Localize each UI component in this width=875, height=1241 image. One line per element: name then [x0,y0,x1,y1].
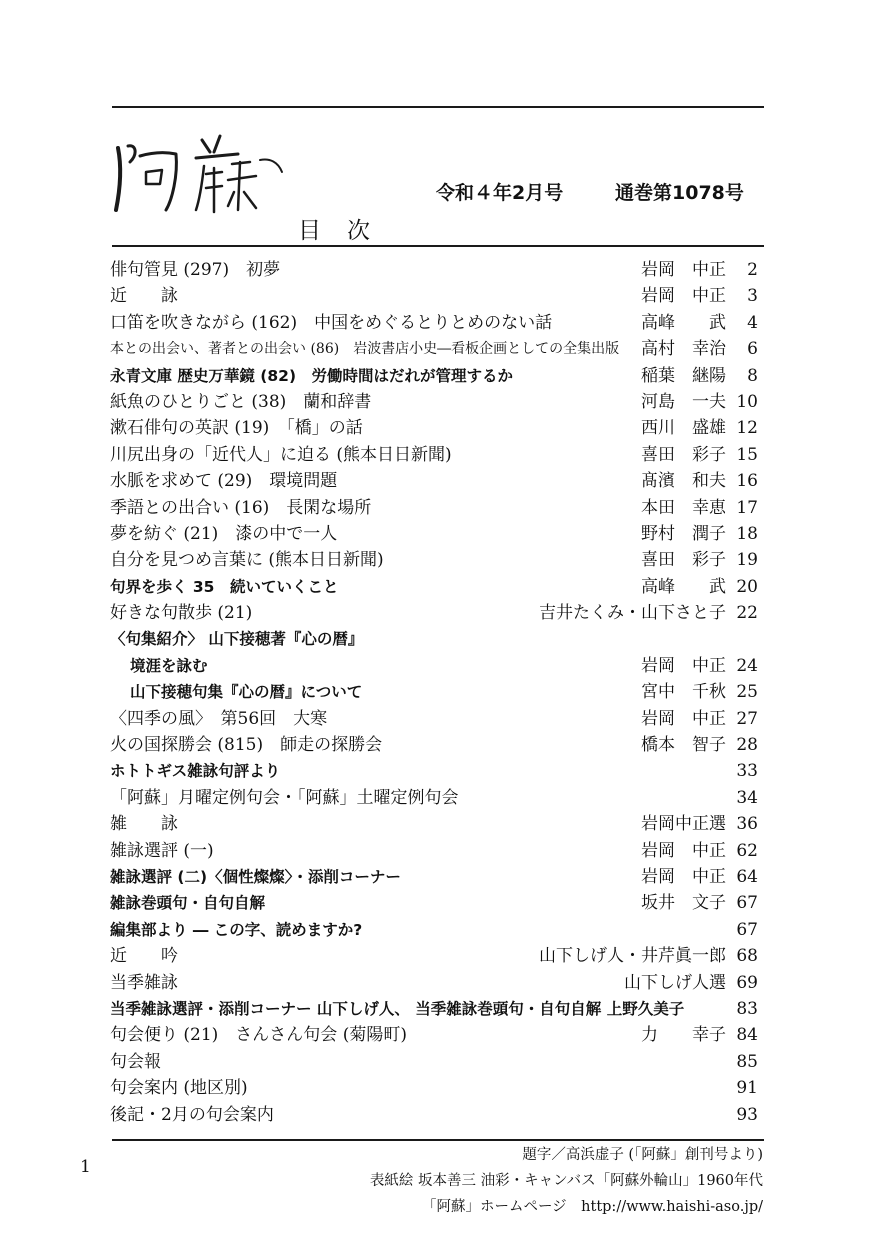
toc-row [110,389,766,415]
toc-page: 62 [736,840,758,861]
toc-title: 雑 詠 [110,814,178,835]
toc-author: 坂井 文子 [641,893,726,914]
toc-page: 17 [736,497,758,518]
toc-page: 93 [736,1104,758,1125]
toc-page: 85 [736,1051,758,1072]
toc-page: 25 [736,682,758,703]
toc-row [110,679,766,705]
toc-author: 高峰 武 [641,576,726,597]
toc-title: 句会報 [110,1051,161,1072]
toc-page: 3 [747,286,758,307]
footer-divider [112,1139,764,1141]
toc-row [110,732,766,758]
toc-title: 川尻出身の「近代人」に迫る (熊本日日新聞) [110,444,452,465]
toc-title: 編集部より ― この字、読めますか? [110,920,363,939]
toc-row [110,310,766,336]
toc-title: 火の国探勝会 (815) 師走の探勝会 [110,735,383,756]
toc-title: 漱石俳句の英訳 (19) 「橋」の話 [110,418,363,439]
toc-title: 〈四季の風〉 第56回 大寒 [110,708,328,729]
toc-page: 2 [747,260,758,280]
toc-title: 雑詠選評 (二)〈個性燦燦〉・添削コーナー [110,867,401,886]
toc-page: 12 [736,418,758,439]
issue-date: 令和４年2月号 [436,182,564,204]
toc-page: 6 [747,339,758,360]
toc-author: 河島 一夫 [641,391,726,412]
toc-title: 当季雑詠選評・添削コーナー 山下しげ人、 当季雑詠巻頭句・自句自解 上野久美子 [110,999,685,1018]
toc-title: 〈句集紹介〉 山下接穂著『心の暦』 [110,630,364,649]
toc-author: 高峰 武 [641,312,726,333]
toc-row [110,521,766,547]
toc-row [110,442,766,468]
toc-page: 22 [736,603,758,624]
toc-title: 口笛を吹きながら (162) 中国をめぐるとりとめのない話 [110,312,553,333]
toc-title: 「阿蘇」月曜定例句会・「阿蘇」土曜定例句会 [110,787,459,808]
toc-author: 本田 幸恵 [641,497,726,518]
toc-title: 夢を紡ぐ (21) 漆の中で一人 [110,523,338,544]
toc-page: 20 [736,576,758,597]
toc-title: 句会便り (21) さんさん句会 (菊陽町) [110,1025,407,1046]
toc-page: 15 [736,444,758,465]
toc-page: 28 [736,735,758,756]
toc-author: 吉井たくみ・山下さと子 [539,603,726,624]
toc-page: 84 [736,1025,758,1046]
toc-author: 岩岡 中正 [641,708,726,729]
calligraphy-logo [110,118,290,218]
toc-page: 67 [736,893,758,914]
toc-row [110,1049,766,1075]
toc-title: 句会案内 (地区別) [110,1078,248,1099]
toc-page: 36 [736,814,758,835]
toc-author: 橋本 智子 [641,735,726,756]
toc-row [110,838,766,864]
toc-title: 雑詠巻頭句・自句自解 [110,894,266,913]
toc-row [110,1102,766,1128]
cover-credit: 表紙絵 坂本善三 油彩・キャンバス「阿蘇外輪山」1960年代 [369,1173,763,1189]
toc-page: 10 [736,391,758,412]
toc-author: 稲葉 継陽 [641,365,726,386]
toc-author: 野村 潤子 [641,523,726,544]
toc-title: 好きな句散歩 (21) [110,603,253,624]
toc-title: 永青文庫 歴史万華鏡 (82) 労働時間はだれが管理するか [110,366,514,385]
toc-author: 高村 幸治 [641,339,726,360]
toc-row [110,917,766,943]
toc-row [110,600,766,626]
toc-author: 宮中 千秋 [641,682,726,703]
toc-row [110,758,766,784]
toc-title: 雑詠選評 (一) [110,840,214,861]
toc-row [110,495,766,521]
toc-row [110,811,766,837]
toc-row [110,547,766,573]
toc-row [110,1022,766,1048]
toc-title: 当季雑詠 [110,972,178,993]
toc-title: 後記・2月の句会案内 [110,1104,274,1125]
toc-page: 69 [736,972,758,993]
toc-row [110,890,766,916]
toc-title: 山下接穂句集『心の暦』について [130,683,363,702]
toc-row [110,943,766,969]
toc-title: ホトトギス雑詠句評より [110,762,281,781]
toc-title: 自分を見つめ言葉に (熊本日日新聞) [110,550,384,571]
toc-author: 喜田 彩子 [641,444,726,465]
header-divider [112,245,764,247]
toc-row [110,468,766,494]
toc-author: 西川 盛雄 [641,418,726,439]
toc-author: 髙濱 和夫 [641,471,726,492]
toc-page: 34 [736,787,758,808]
toc-page: 24 [736,655,758,676]
toc-row [110,653,766,679]
toc-title: 近 詠 [110,286,178,307]
toc-title: 季語との出合い (16) 長閑な場所 [110,497,372,518]
toc-page: 18 [736,523,758,544]
toc-heading: 目次 [298,218,396,244]
toc-page: 8 [747,365,758,386]
toc-title: 水脈を求めて (29) 環境問題 [110,471,338,492]
toc-row [110,257,766,283]
toc-title: 俳句管見 (297) 初夢 [110,260,281,280]
toc-row [110,574,766,600]
toc-title: 紙魚のひとりごと (38) 蘭和辞書 [110,391,372,412]
toc-title: 本との出会い、著者との出会い (86) 岩波書店小史―看板企画としての全集出版 [110,341,620,358]
toc-row [110,864,766,890]
toc-page: 64 [736,866,758,887]
toc-page: 4 [747,312,758,333]
toc-row [110,1075,766,1101]
top-rule [112,106,764,108]
volume-number: 通巻第1078号 [615,182,744,204]
toc-author: 岩岡中正選 [641,814,726,835]
toc-row [110,785,766,811]
toc-page: 91 [736,1078,758,1099]
toc-title: 近 吟 [110,946,178,967]
toc-author: 岩岡 中正 [641,655,726,676]
toc-author: 岩岡 中正 [641,286,726,307]
toc-page: 83 [736,998,758,1019]
toc-row [110,970,766,996]
toc-author: 岩岡 中正 [641,260,726,280]
toc-author: 岩岡 中正 [641,840,726,861]
toc-row [110,283,766,309]
toc-row [110,336,766,362]
toc-row [110,363,766,389]
toc-row [110,626,766,652]
toc-author: 山下しげ人・井芹眞一郎 [539,946,726,967]
toc-page: 68 [736,946,758,967]
title-credit: 題字／高浜虚子 (「阿蘇」創刊号より) [522,1147,763,1163]
toc-author: 喜田 彩子 [641,550,726,571]
toc-page: 67 [736,919,758,940]
toc-author: 岩岡 中正 [641,866,726,887]
table-of-contents [110,257,766,1128]
toc-page: 19 [736,550,758,571]
toc-row [110,996,766,1022]
toc-author: 山下しげ人選 [624,972,726,993]
toc-row [110,415,766,441]
toc-row [110,706,766,732]
homepage-credit[interactable]: 「阿蘇」ホームページ http://www.haishi-aso.jp/ [421,1199,763,1215]
toc-page: 27 [736,708,758,729]
toc-page: 33 [736,761,758,782]
toc-page: 16 [736,471,758,492]
toc-author: 力 幸子 [641,1025,726,1046]
toc-title: 句界を歩く 35 続いていくこと [110,577,339,596]
toc-title: 境涯を詠む [130,656,208,675]
page-number: 1 [80,1157,91,1177]
